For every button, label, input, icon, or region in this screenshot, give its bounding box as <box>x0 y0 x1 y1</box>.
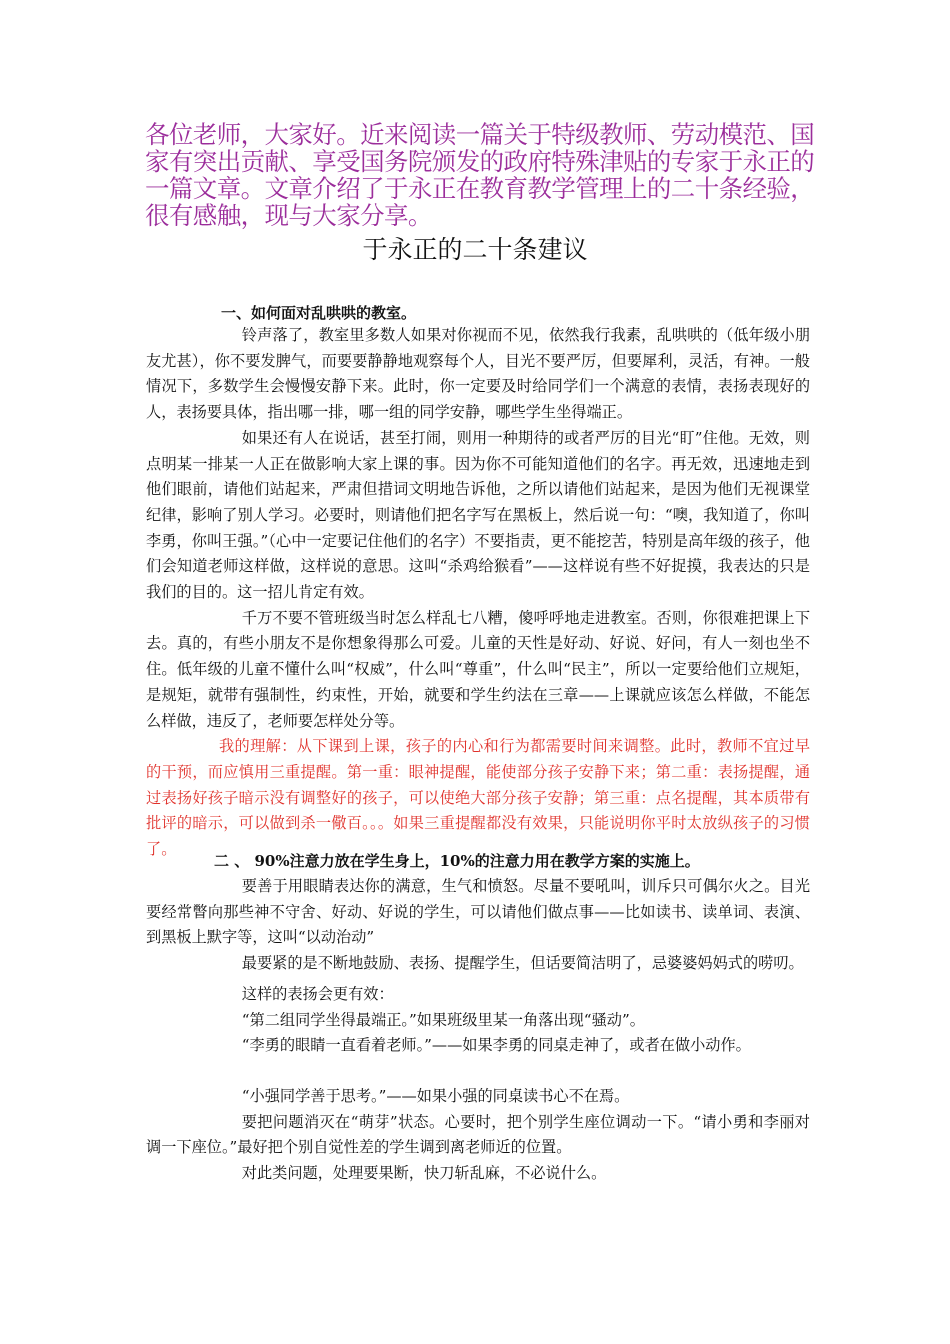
blank-line <box>146 1059 810 1084</box>
section-1-heading: 一、如何面对乱哄哄的教室。 <box>221 304 417 322</box>
section-1-body <box>146 323 810 863</box>
section-2-paragraph: “李勇的眼睛一直看着老师。”——如果李勇的同桌走神了，或者在做小动作。 <box>241 1036 751 1055</box>
section-1-paragraph: 铃声落了，教室里多数人如果对你视而不见，依然我行我素，乱哄哄的（低年级小朋友尤甚），你不要发脾气，而要要静静地观察每个人，目光不要严厉，但要犀利，灵活，有神。一般情况下，多数学生会慢慢安静下来。此时，你一定要及时给同学们一个满意的表情，表扬表现好的人，表扬要具体，指出哪一排，哪一组的同学安静，哪些学生坐得端正。 <box>146 326 810 422</box>
section-1-paragraph: 如果还有人在说话，甚至打闹，则用一种期待的或者严厉的目光“盯”住他。无效，则点明某一排某一人正在做影响大家上课的事。因为你不可能知道他们的名字。再无效，迅速地走到他们眼前，请他们站起来，严肃但措词文明地告诉他，之所以请他们站起来，是因为他们无视课堂纪律，影响了别人学习。必要时，则请他们把名字写在黑板上，然后说一句：“噢，我知道了，你叫李勇，你叫王强。”（心中一定要记住他们的名字）不要指责，更不能挖苦，特别是高年级的孩子，他们会知道老师这样做，这样说的意思。这叫“杀鸡给猴看”——这样说有些不好捉摸，我表达的只是我们的目的。这一招儿肯定有效。 <box>146 428 810 602</box>
section-2-paragraph: 对此类问题，处理要果断，快刀斩乱麻，不必说什么。 <box>241 1164 607 1183</box>
section-2-paragraph: “小强同学善于思考。”——如果小强的同桌读书心不在焉。 <box>241 1086 630 1105</box>
section-2-paragraph: 最要紧的是不断地鼓励、表扬、提醒学生，但话要简洁明了，忌婆婆妈妈式的唠叨。 <box>241 954 804 973</box>
section-2-paragraph: “第二组同学坐得最端正。”如果班级里某一角落出现“骚动”。 <box>241 1010 645 1029</box>
page-title: 于永正的二十条建议 <box>362 235 588 264</box>
understanding-note: 我的理解：从下课到上课，孩子的内心和行为都需要时间来调整。此时，教师不宜过早的干预，而应慎用三重提醒。第一重：眼神提醒，能使部分孩子安静下来；第二重：表扬提醒，通过表扬好孩子暗示没有调整好的孩子，可以使绝大部分孩子安静；第三重：点名提醒，其本质带有批评的暗示，可以做到杀一儆百。。。如果三重提醒都没有效果，只能说明你平时太放纵孩子的习惯了。 <box>146 737 810 859</box>
section-2-heading: 二 、 90%注意力放在学生身上，10%的注意力用在教学方案的实施上。 <box>214 852 700 870</box>
intro-paragraph: 各位老师，大家好。近来阅读一篇关于特级教师、劳动模范、国家有突出贡献、享受国务院颁发的政府特殊津贴的专家于永正的一篇文章。文章介绍了于永正在教育教学管理上的二十条经验，很有感触，现与大家分享。 <box>145 120 815 230</box>
section-2-paragraph: 要善于用眼睛表达你的满意，生气和愤怒。尽量不要吼叫，训斥只可偶尔火之。目光要经常瞥向那些神不守舍、好动、好说的学生，可以请他们做点事——比如读书、读单词、表演、到黑板上默字等，这叫“以动治动” <box>146 877 810 947</box>
section-2-body <box>146 874 810 1187</box>
section-2-paragraph: 这样的表扬会更有效： <box>241 984 394 1003</box>
section-1-paragraph: 千万不要不管班级当时怎么样乱七八糟，傻呼呼地走进教室。否则，你很难把课上下去。真的，有些小朋友不是你想象得那么可爱。儿童的天性是好动、好说、好问，有人一刻也坐不住。低年级的儿童不懂什么叫“权威”，什么叫“尊重”，什么叫“民主”，所以一定要给他们立规矩，是规矩，就带有强制性，约束性，开始，就要和学生约法在三章——上课就应该怎么样做，不能怎么样做，违反了，老师要怎样处分等。 <box>146 608 810 730</box>
section-2-paragraph: 要把问题消灭在“萌芽”状态。心要时，把个别学生座位调动一下。“请小勇和李丽对调一下座位。”最好把个别自觉性差的学生调到离老师近的位置。 <box>146 1112 810 1157</box>
